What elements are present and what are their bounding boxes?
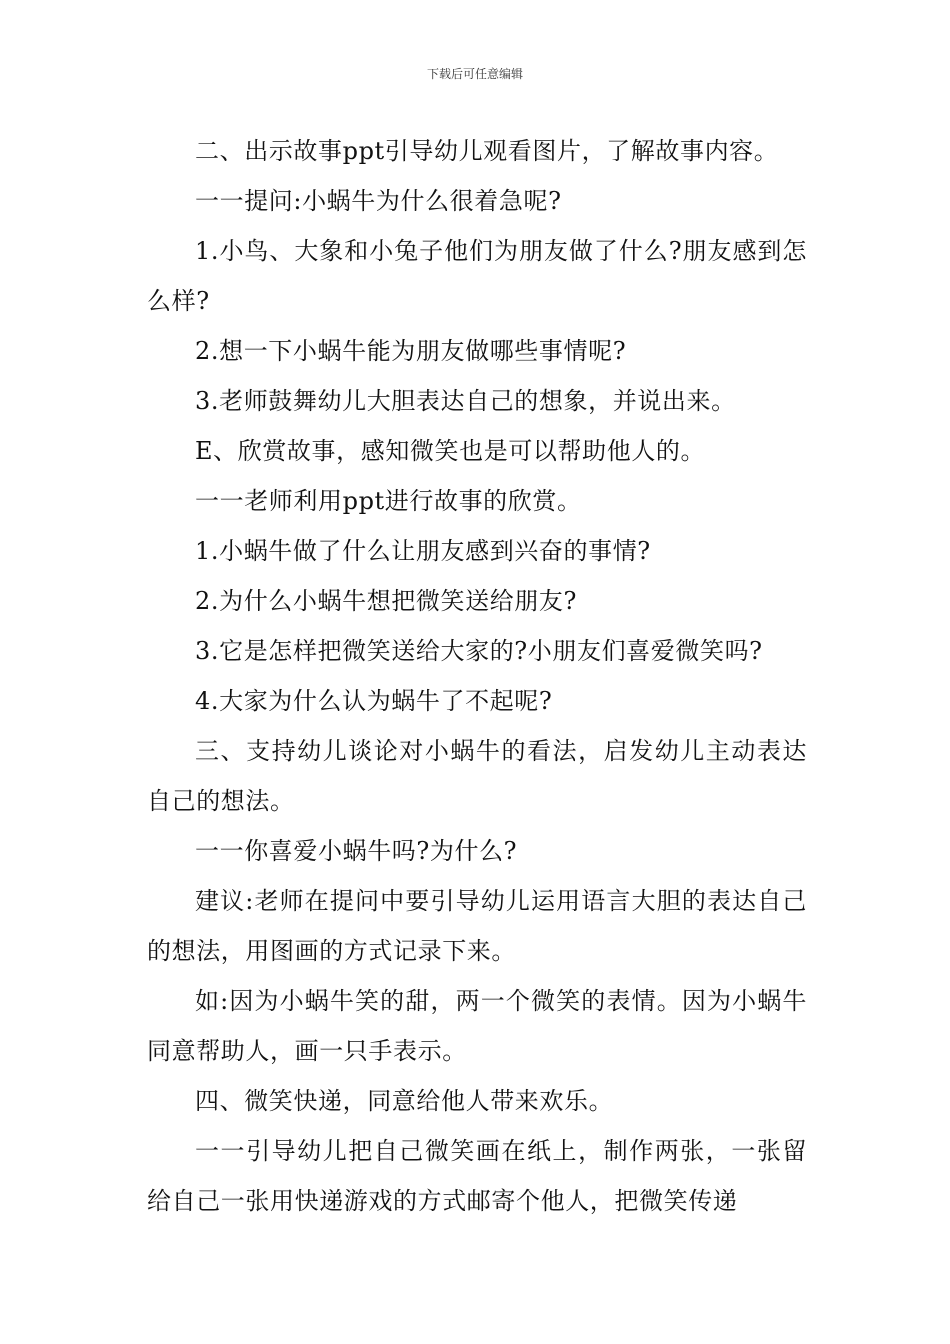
paragraph-section-3-title: 三、支持幼儿谈论对小蜗牛的看法，启发幼儿主动表达自己的想法。 xyxy=(147,737,807,815)
paragraph-item: 1.小鸟、大象和小兔子他们为朋友做了什么?朋友感到怎么样? xyxy=(147,237,807,315)
paragraph-item: 2.为什么小蜗牛想把微笑送给朋友? xyxy=(195,587,577,615)
paragraph-suggestion: 建议:老师在提问中要引导幼儿运用语言大胆的表达自己的想法，用图画的方式记录下来。 xyxy=(147,887,807,965)
paragraph-item: 3.它是怎样把微笑送给大家的?小朋友们喜爱微笑吗? xyxy=(195,637,763,665)
paragraph-example: 如:因为小蜗牛笑的甜，两一个微笑的表情。因为小蜗牛同意帮助人，画一只手表示。 xyxy=(147,987,807,1065)
paragraph-activity: 一一引导幼儿把自己微笑画在纸上，制作两张，一张留给自己一张用快递游戏的方式邮寄个他人，把微笑传递 xyxy=(147,1137,807,1215)
paragraph-item: 1.小蜗牛做了什么让朋友感到兴奋的事情? xyxy=(195,537,651,565)
paragraph-section-4-title: 四、微笑快递，同意给他人带来欢乐。 xyxy=(195,1087,614,1115)
paragraph-question: 一一你喜爱小蜗牛吗?为什么? xyxy=(195,837,518,865)
paragraph-activity: 一一老师利用ppt进行故事的欣赏。 xyxy=(195,487,582,515)
paragraph-section-e-title: E、欣赏故事，感知微笑也是可以帮助他人的。 xyxy=(195,437,706,465)
page-header-note: 下载后可任意编辑 xyxy=(426,67,523,81)
paragraph-item: 2.想一下小蜗牛能为朋友做哪些事情呢? xyxy=(195,337,627,365)
document-body xyxy=(147,126,807,1226)
paragraph-question: 一一提问:小蜗牛为什么很着急呢? xyxy=(195,187,562,215)
paragraph-section-2-title: 二、出示故事ppt引导幼儿观看图片，了解故事内容。 xyxy=(195,137,779,165)
paragraph-item: 3.老师鼓舞幼儿大胆表达自己的想象，并说出来。 xyxy=(195,387,736,415)
paragraph-item: 4.大家为什么认为蜗牛了不起呢? xyxy=(195,687,553,715)
